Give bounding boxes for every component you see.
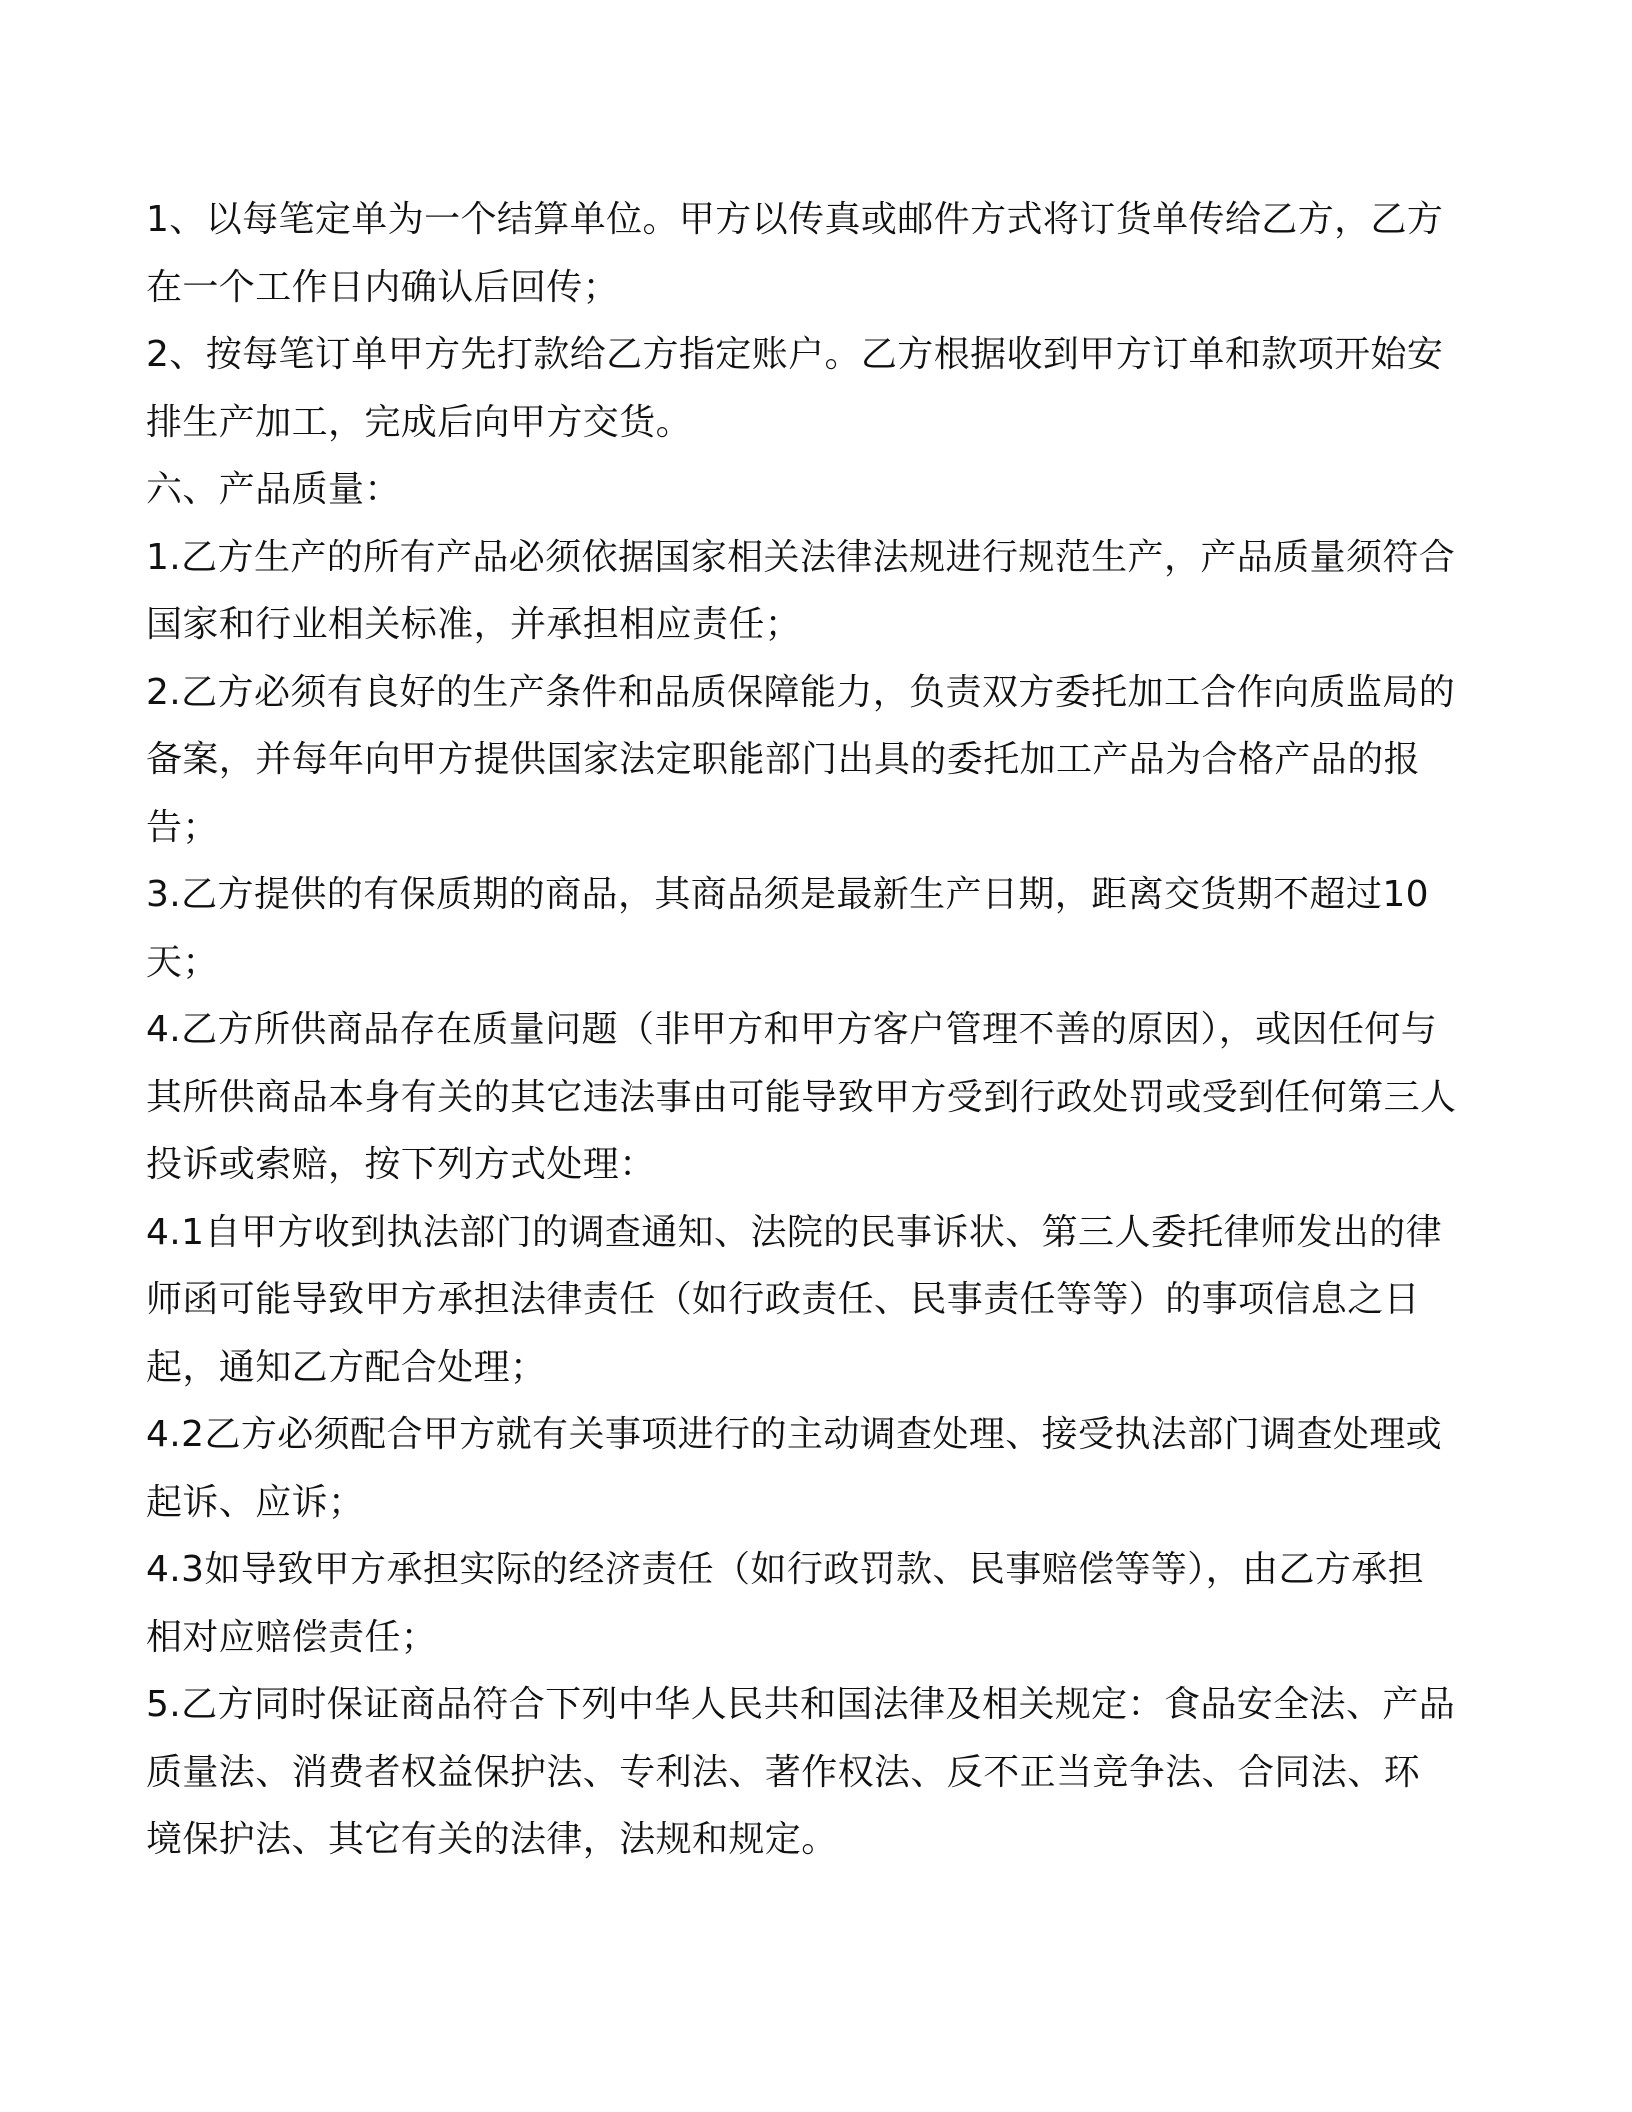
paragraph-settlement-unit (146, 186, 1486, 321)
text-line: 5.乙方同时保证商品符合下列中华人民共和国法律及相关规定：食品安全法、产品 (146, 1684, 1456, 1725)
document-body (146, 186, 1486, 1874)
paragraph-quality-1 (146, 524, 1486, 659)
text-line: 4.2乙方必须配合甲方就有关事项进行的主动调查处理、接受执法部门调查处理或 (146, 1414, 1443, 1455)
text-line: 4.1自甲方收到执法部门的调查通知、法院的民事诉状、第三人委托律师发出的律 (146, 1211, 1443, 1253)
text-line: 相对应赔偿责任； (146, 1616, 438, 1658)
paragraph-quality-2 (146, 659, 1486, 862)
paragraph-quality-3 (146, 861, 1486, 996)
section-heading-product-quality (146, 456, 1486, 524)
paragraph-quality-5 (146, 1671, 1486, 1874)
text-line: 1.乙方生产的所有产品必须依据国家相关法律法规进行规范生产，产品质量须符合 (146, 536, 1456, 578)
text-line: 师函可能导致甲方承担法律责任（如行政责任、民事责任等等）的事项信息之日 (146, 1279, 1421, 1320)
text-line: 在一个工作日内确认后回传； (146, 266, 620, 308)
text-line: 起，通知乙方配合处理； (146, 1346, 547, 1388)
paragraph-quality-4-3 (146, 1536, 1486, 1671)
text-line: 告； (146, 806, 219, 848)
text-line: 质量法、消费者权益保护法、专利法、著作权法、反不正当竞争法、合同法、环 (146, 1751, 1421, 1793)
text-line: 2、按每笔订单甲方先打款给乙方指定账户。乙方根据收到甲方订单和款项开始安 (146, 334, 1444, 375)
text-line: 六、产品质量： (146, 469, 401, 510)
text-line: 3.乙方提供的有保质期的商品，其商品须是最新生产日期，距离交货期不超过10 (146, 874, 1429, 915)
text-line: 4.3如导致甲方承担实际的经济责任（如行政罚款、民事赔偿等等），由乙方承担 (146, 1549, 1425, 1590)
paragraph-payment (146, 321, 1486, 456)
text-line: 4.乙方所供商品存在质量问题（非甲方和甲方客户管理不善的原因），或因任何与 (146, 1009, 1438, 1050)
paragraph-quality-4 (146, 996, 1486, 1199)
text-line: 备案，并每年向甲方提供国家法定职能部门出具的委托加工产品为合格产品的报 (146, 739, 1421, 780)
text-line: 1、以每笔定单为一个结算单位。甲方以传真或邮件方式将订货单传给乙方，乙方 (146, 199, 1444, 240)
text-line: 投诉或索赔，按下列方式处理： (146, 1144, 656, 1185)
text-line: 起诉、应诉； (146, 1481, 365, 1523)
paragraph-quality-4-1 (146, 1199, 1486, 1402)
text-line: 排生产加工，完成后向甲方交货。 (146, 401, 693, 443)
text-line: 天； (146, 941, 219, 983)
text-line: 其所供商品本身有关的其它违法事由可能导致甲方受到行政处罚或受到任何第三人 (146, 1076, 1457, 1118)
text-line: 境保护法、其它有关的法律，法规和规定。 (146, 1819, 838, 1860)
text-line: 国家和行业相关标准，并承担相应责任； (146, 604, 802, 645)
text-line: 2.乙方必须有良好的生产条件和品质保障能力，负责双方委托加工合作向质监局的 (146, 671, 1456, 713)
paragraph-quality-4-2 (146, 1401, 1486, 1536)
